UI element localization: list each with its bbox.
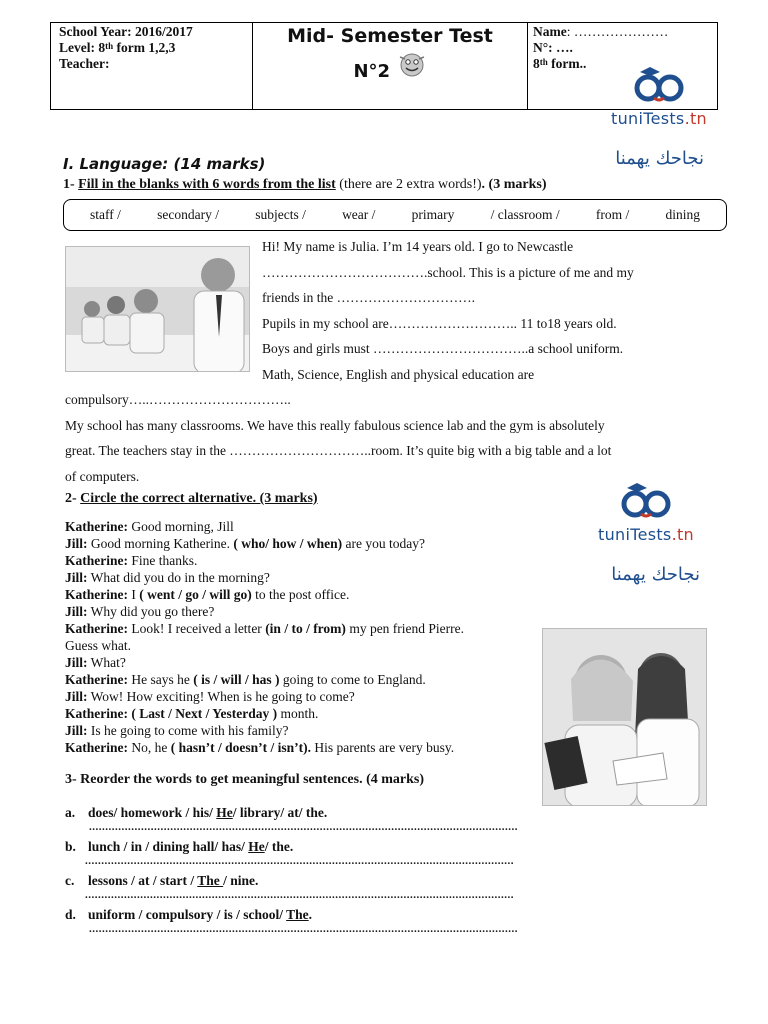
answer-line[interactable]: ....................................................................................................................................: [85, 855, 514, 867]
speaker-name: Jill:: [65, 570, 88, 585]
dialog-text: He says he: [128, 672, 194, 687]
words: / the.: [264, 839, 294, 854]
dialog-line: [65, 535, 545, 552]
speaker-name: Katherine:: [65, 553, 128, 568]
item-letter: c.: [65, 873, 75, 888]
header-school-info: [51, 23, 253, 109]
speaker-name: Jill:: [65, 689, 88, 704]
dialog-text: Good morning, Jill: [128, 519, 234, 534]
words: / nine.: [223, 873, 259, 888]
answer-line[interactable]: ....................................................................................................................................: [89, 923, 518, 935]
word-item: from /: [595, 207, 630, 222]
dialog-line: [65, 688, 545, 705]
test-number: N°2: [353, 61, 391, 82]
dialog-text: Fine thanks.: [128, 553, 198, 568]
dialog-text: What did you do in the morning?: [87, 570, 270, 585]
dialog-text: What?: [87, 655, 126, 670]
capitalized-word: The: [197, 873, 224, 888]
answer-line[interactable]: ....................................................................................................................................: [89, 821, 518, 833]
text-line: compulsory…..…………………………..: [65, 392, 291, 407]
dialog-text: Wow! How exciting! When is he going to come?: [87, 689, 355, 704]
dialog-text: Is he going to come with his family?: [87, 723, 289, 738]
speaker-name: Jill:: [65, 604, 88, 619]
item-letter: a.: [65, 805, 76, 820]
level: Level: 8th form 1,2,3: [59, 40, 176, 55]
dialog-line: [65, 722, 545, 739]
test-title: Mid- Semester Test: [287, 25, 493, 47]
dialog-text: Why did you go there?: [87, 604, 215, 619]
words: / library/ at/ the.: [232, 805, 328, 820]
speaker-name: Katherine:: [65, 706, 128, 721]
speaker-name: Katherine:: [65, 672, 128, 687]
word-item: / classroom /: [490, 207, 560, 222]
words: lunch / in / dining hall/ has/: [88, 839, 249, 854]
capitalized-word: He: [216, 805, 233, 820]
word-item: subjects /: [255, 207, 306, 222]
word-item: secondary /: [157, 207, 219, 222]
dialog-text: to the post office.: [251, 587, 350, 602]
reorder-list: [65, 805, 625, 941]
word-item: wear /: [342, 207, 376, 222]
dialog-text: Good morning Katherine.: [87, 536, 234, 551]
name-field: Name: …………………: [533, 24, 669, 39]
dialog-line: [65, 705, 545, 722]
word-item: primary: [411, 207, 455, 222]
choice-options[interactable]: (in / to / from): [265, 621, 346, 636]
tunitests-logo-icon: [628, 64, 690, 104]
speaker-name: Jill:: [65, 723, 88, 738]
text-line: Math, Science, English and physical education are: [262, 366, 535, 382]
dialog-text: His parents are very busy.: [311, 740, 455, 755]
dialog-line: [65, 739, 545, 756]
dialog-block: [65, 518, 545, 756]
dialog-text: are you today?: [342, 536, 425, 551]
text-line: of computers.: [65, 468, 140, 484]
text-line: Pupils in my school are……………………….. 11 to18 years old.: [262, 315, 617, 331]
text-line: great. The teachers stay in the …………………………..room. It’s quite big with a big table and a lot: [65, 443, 612, 458]
capitalized-word: He: [248, 839, 265, 854]
item-letter: d.: [65, 907, 76, 922]
tunitests-logo-top: [604, 64, 714, 128]
words: uniform / compulsory / is / school/: [88, 907, 287, 922]
text-line: Hi! My name is Julia. I’m 14 years old. I go to Newcastle: [262, 239, 574, 254]
choice-options[interactable]: ( is / will / has ): [193, 672, 280, 687]
fill-in-text-continued: [65, 387, 725, 489]
tunitests-logo-middle: [588, 480, 704, 544]
form-field: 8th form..: [533, 56, 587, 71]
speaker-name: Jill:: [65, 536, 88, 551]
arabic-slogan-top: نجاحك يهمنا: [615, 148, 704, 169]
reorder-prompt: [65, 873, 625, 889]
speaker-name: Katherine:: [65, 519, 128, 534]
speaker-name: Katherine:: [65, 587, 128, 602]
classroom-photo-illustration: [66, 247, 250, 372]
dialog-text: Guess what.: [65, 638, 131, 653]
dialog-line: [65, 603, 545, 620]
dialog-line: [65, 671, 545, 688]
word-item: staff /: [90, 207, 121, 222]
tunitests-logo-text: tuniTests.tn: [598, 525, 694, 544]
dialog-line: [65, 637, 545, 654]
reorder-item: [65, 907, 625, 941]
text-line: friends in the ………………………….: [262, 290, 475, 305]
reorder-prompt: [65, 907, 625, 923]
reorder-item: [65, 839, 625, 873]
dialog-text: No, he: [128, 740, 171, 755]
text-line: My school has many classrooms. We have this really fabulous science lab and the gym is absolutely: [65, 417, 605, 433]
speaker-name: Jill:: [65, 655, 88, 670]
words: does/ homework / his/: [88, 805, 217, 820]
tunitests-logo-text: tuniTests.tn: [611, 109, 707, 128]
choice-options[interactable]: ( Last / Next / Yesterday ): [131, 706, 278, 721]
section-title: I. Language: (14 marks): [63, 155, 266, 173]
dialog-text: going to come to England.: [279, 672, 426, 687]
reorder-item: [65, 805, 625, 839]
text-line: ……………………………….school. This is a picture of me and my: [262, 264, 634, 280]
item-letter: b.: [65, 839, 76, 854]
dialog-line: [65, 620, 545, 637]
dialog-line: [65, 586, 545, 603]
number-field: N°: ….: [533, 40, 573, 55]
girls-photo-illustration: [543, 629, 707, 806]
choice-options[interactable]: ( who/ how / when): [233, 536, 343, 551]
smiley-icon: [397, 49, 427, 79]
question-1-title: 1- Fill in the blanks with 6 words from the list (there are 2 extra words!). (3 marks): [63, 177, 547, 192]
dialog-line: [65, 569, 545, 586]
dialog-text: I: [128, 587, 140, 602]
school-year: School Year: 2016/2017: [59, 24, 193, 39]
words: .: [308, 907, 313, 922]
dialog-line: [65, 552, 545, 569]
text-line: Boys and girls must ……………………………..a school uniform.: [262, 341, 624, 356]
dialog-text: Look! I received a letter: [128, 621, 266, 636]
dialog-text: my pen friend Pierre.: [345, 621, 465, 636]
words: lessons / at / start /: [88, 873, 198, 888]
question-3-title: 3- Reorder the words to get meaningful sentences. (4 marks): [65, 772, 425, 787]
speaker-name: Katherine:: [65, 621, 128, 636]
header-title-cell: [253, 23, 528, 109]
fill-in-text-block: [262, 234, 722, 387]
reorder-prompt: [65, 805, 625, 821]
capitalized-word: The: [286, 907, 309, 922]
reorder-prompt: [65, 839, 625, 855]
dialog-text: month.: [277, 706, 319, 721]
dialog-line: [65, 654, 545, 671]
answer-line[interactable]: ....................................................................................................................................: [85, 889, 514, 901]
girls-photo: [542, 628, 707, 806]
teacher-label: Teacher:: [59, 56, 110, 71]
reorder-item: [65, 873, 625, 907]
tunitests-logo-icon: [615, 480, 677, 520]
choice-options[interactable]: ( hasn’t / doesn’t / isn’t).: [170, 740, 312, 755]
classroom-photo: [65, 246, 250, 372]
choice-options[interactable]: ( went / go / will go): [139, 587, 252, 602]
word-item: dining: [665, 207, 700, 222]
arabic-slogan-middle: نجاحك يهمنا: [611, 564, 700, 585]
question-2-title: 2- Circle the correct alternative. (3 marks): [65, 491, 318, 506]
dialog-line: [65, 518, 545, 535]
word-list-box: [63, 199, 727, 231]
speaker-name: Katherine:: [65, 740, 128, 755]
